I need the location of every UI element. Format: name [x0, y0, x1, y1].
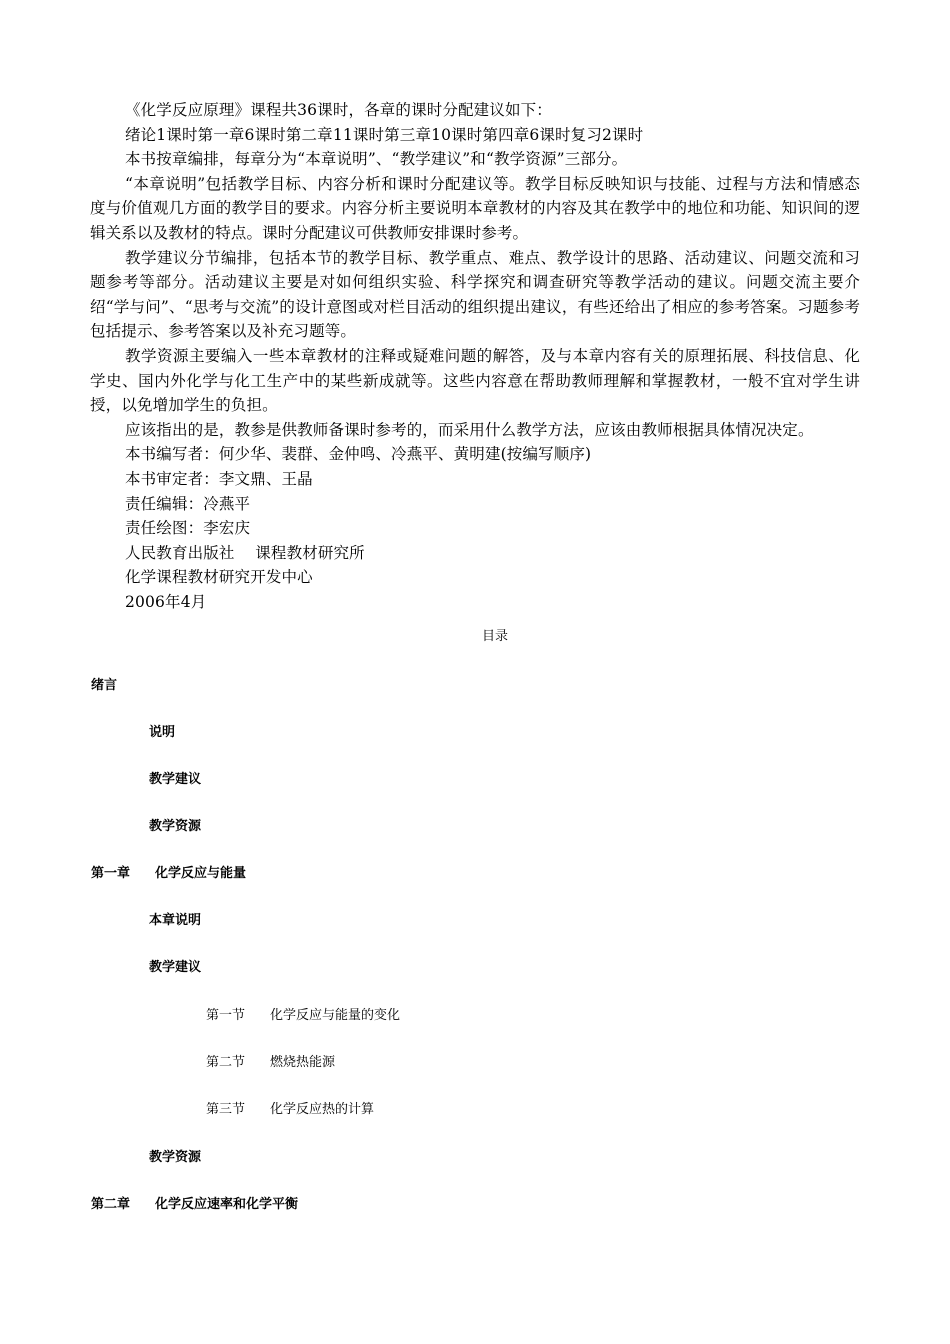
toc-entry-number: 第一节 — [206, 1008, 246, 1023]
toc-entry-text: 教学建议 — [149, 960, 202, 975]
toc-entry-text: 教学资源 — [149, 819, 202, 834]
toc-entry-text: 教学建议 — [149, 772, 202, 787]
toc-entry-text: 燃烧热能源 — [270, 1055, 336, 1070]
toc-entry-text: 绪言 — [91, 678, 118, 693]
paragraph: 应该指出的是，教参是供教师备课时参考的，而采用什么教学方法，应该由教师根据具体情况决定。 — [125, 420, 814, 439]
paragraph: 化学课程教材研究开发中心 — [125, 568, 313, 587]
toc-entry-explanation[interactable] — [149, 721, 175, 740]
toc-entry-text: 化学反应与能量 — [155, 866, 247, 881]
toc-title: 目录 — [481, 629, 508, 644]
paragraph: 绪论1课时第一章6课时第二章11课时第三章10课时第四章6课时复习2课时 — [125, 125, 644, 144]
paragraph: 本书按章编排，每章分为“本章说明”、“教学建议”和“教学资源”三部分。 — [125, 150, 628, 169]
toc-entry-number: 第三节 — [206, 1102, 246, 1117]
toc-entry-teaching-resources[interactable] — [149, 1146, 201, 1165]
paragraph: 本书编写者：何少华、裴群、金仲鸣、冷燕平、黄明建(按编写顺序) — [125, 445, 592, 464]
toc-entry-text: 说明 — [149, 725, 176, 740]
paragraph: 2006年4月 — [125, 592, 207, 611]
paragraph: 本书审定者：李文鼎、王晶 — [125, 469, 313, 488]
toc-entry-teaching-suggestions[interactable] — [149, 956, 201, 975]
toc-entry-number: 第一章 — [91, 866, 131, 881]
toc-entry-number: 第二章 — [91, 1197, 131, 1212]
toc-entry-text: 本章说明 — [149, 913, 202, 928]
paragraph: 责任绘图：李宏庆 — [125, 519, 251, 538]
toc-entry-chapter-explanation[interactable] — [149, 909, 201, 928]
toc-entry-text: 化学反应速率和化学平衡 — [155, 1197, 299, 1212]
paragraph: 责任编辑：冷燕平 — [125, 494, 251, 513]
toc-entry-text: 教学资源 — [149, 1150, 202, 1165]
paragraph: 教学建议分节编排，包括本节的教学目标、教学重点、难点、教学设计的思路、活动建议、问题交流和习题参考等部分。活动建议主要是对如何组织实验、科学探究和调查研究等教学活动的建议。问题交流主要介绍“学与问”、“思考与交流”的设计意图或对栏目活动的组织提出建议，有些还给出了相应的参考答案。习题参考包括提示、参考答案以及补充习题等。 — [90, 248, 860, 341]
toc-entry-text: 化学反应热的计算 — [270, 1102, 375, 1117]
toc-entry-section-3[interactable] — [206, 1098, 374, 1117]
preface-text — [90, 98, 860, 614]
toc-entry-intro[interactable] — [91, 674, 117, 693]
toc-entry-chapter-1[interactable] — [91, 862, 246, 881]
paragraph: 人民教育出版社 课程教材研究所 — [125, 543, 365, 562]
toc-entry-teaching-resources[interactable] — [149, 815, 201, 834]
toc-entry-chapter-2[interactable] — [91, 1193, 298, 1212]
paragraph: “本章说明”包括教学目标、内容分析和课时分配建议等。教学目标反映知识与技能、过程与方法和情感态度与价值观几方面的教学目的要求。内容分析主要说明本章教材的内容及其在教学中的地位和功能、知识间的逻辑关系以及教材的特点。课时分配建议可供教师安排课时参考。 — [90, 174, 860, 242]
toc-entry-section-1[interactable] — [206, 1004, 400, 1023]
toc-entry-text: 化学反应与能量的变化 — [270, 1008, 401, 1023]
paragraph: 《化学反应原理》课程共36课时，各章的课时分配建议如下： — [125, 101, 552, 119]
toc-entry-teaching-suggestions[interactable] — [149, 768, 201, 787]
toc-entry-number: 第二节 — [206, 1055, 246, 1070]
toc-entry-section-2[interactable] — [206, 1051, 335, 1070]
paragraph: 教学资源主要编入一些本章教材的注释或疑难问题的解答，及与本章内容有关的原理拓展、科技信息、化学史、国内外化学与化工生产中的某些新成就等。这些内容意在帮助教师理解和掌握教材，一般不宜对学生讲授，以免增加学生的负担。 — [90, 346, 860, 415]
